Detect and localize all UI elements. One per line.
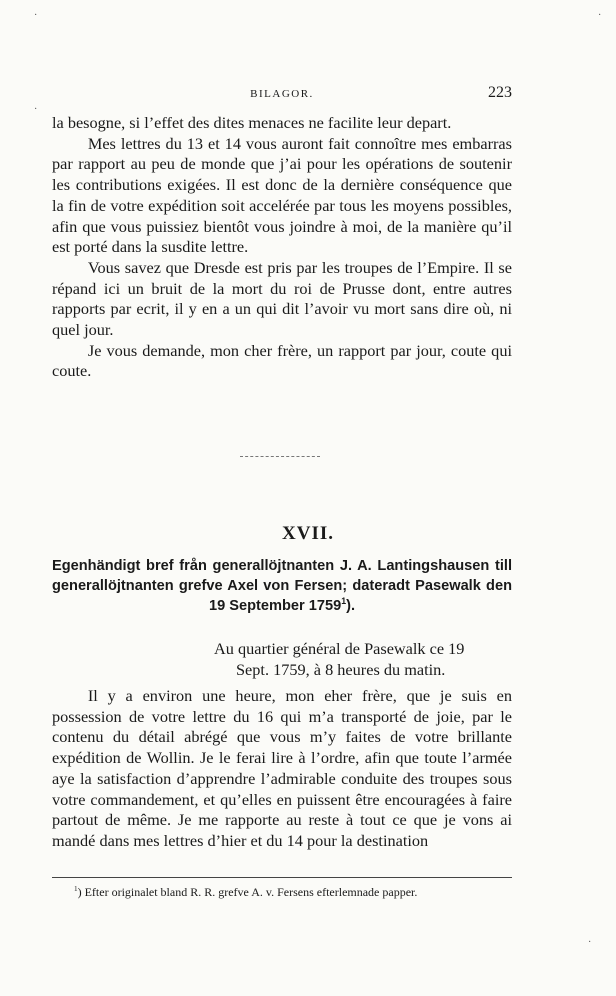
footnote-rule <box>52 877 512 878</box>
footnote-marker-end: ) <box>77 885 82 899</box>
paragraph: Vous savez que Dresde est pris par les troupes de l’Empire. Il se répand ici un bruit de la mort du roi de Prusse dont, entre autres rapports par ecrit, il y en a un qui dit l’avoir vu mort sans dire où, ni quel jour. <box>52 257 512 340</box>
body-text-bottom <box>52 686 512 852</box>
footnote-marker: 1 <box>74 885 78 893</box>
running-head <box>52 84 512 104</box>
dateline-line-1: Au quartier général de Pasewalk ce 19 <box>214 639 465 658</box>
dateline-line-2: Sept. 1759, à 8 heures du matin. <box>236 660 446 679</box>
paragraph: Il y a environ une heure, mon eher frère, que je suis en possession de votre lettre du 16 qui m’a transporté de joie, par le contenu du détail abrégé que vous m’y faites de votre brillante expédition de Wollin. Je le ferai lire à l’ordre, afin que toute l’armée aye la satisfaction d’apprendre l’admirable conduite des troupes sous votre commandement, et qu’elles en puissent être encouragées à faire partout de même. Je me rapporte au reste à tout ce que je vons ai mandé dans mes lettres d’hier et du 14 pour la destination <box>52 686 512 850</box>
section-number: XVII. <box>282 523 334 544</box>
body-text-top <box>52 113 512 382</box>
paragraph: la besogne, si l’effet des dites menaces ne facilite leur depart. <box>52 113 452 132</box>
scan-speck: · <box>34 104 38 115</box>
running-head-title: BILAGOR. <box>250 88 314 100</box>
footnote-ref: 1 <box>341 596 347 607</box>
letter-caption-text: Egenhändigt bref från generallöjtnanten J. A. Lantingshausen till generallöjtnanten grefve Axel von Fersen; dateradt Pasewalk den 19 September 1759 <box>52 558 512 614</box>
dateline <box>214 638 514 680</box>
scan-speck: · <box>598 10 602 21</box>
footnote <box>52 885 512 900</box>
scan-speck: · <box>588 937 592 948</box>
letter-caption <box>52 556 512 616</box>
scan-speck: · <box>34 10 38 21</box>
paragraph: Mes lettres du 13 et 14 vous auront fait connoître mes embarras par rapport au peu de monde que j’ai pour les opérations de soutenir les contributions exigées. Il est donc de la dernière conséquence que la fin de votre expédition soit accelérée par tous les moyens possibles, afin que vous puissiez bientôt vous joindre à moi, de la manière qu’il est porté dans la susdite lettre. <box>52 133 512 257</box>
page-number: 223 <box>488 84 512 101</box>
letter-caption-end: ). <box>346 598 356 614</box>
paragraph: Je vous demande, mon cher frère, un rapport par jour, coute qui coute. <box>52 340 512 381</box>
section-divider <box>240 456 320 459</box>
footnote-text: Efter originalet bland R. R. grefve A. v. Fersens efterlemnade papper. <box>81 885 418 899</box>
